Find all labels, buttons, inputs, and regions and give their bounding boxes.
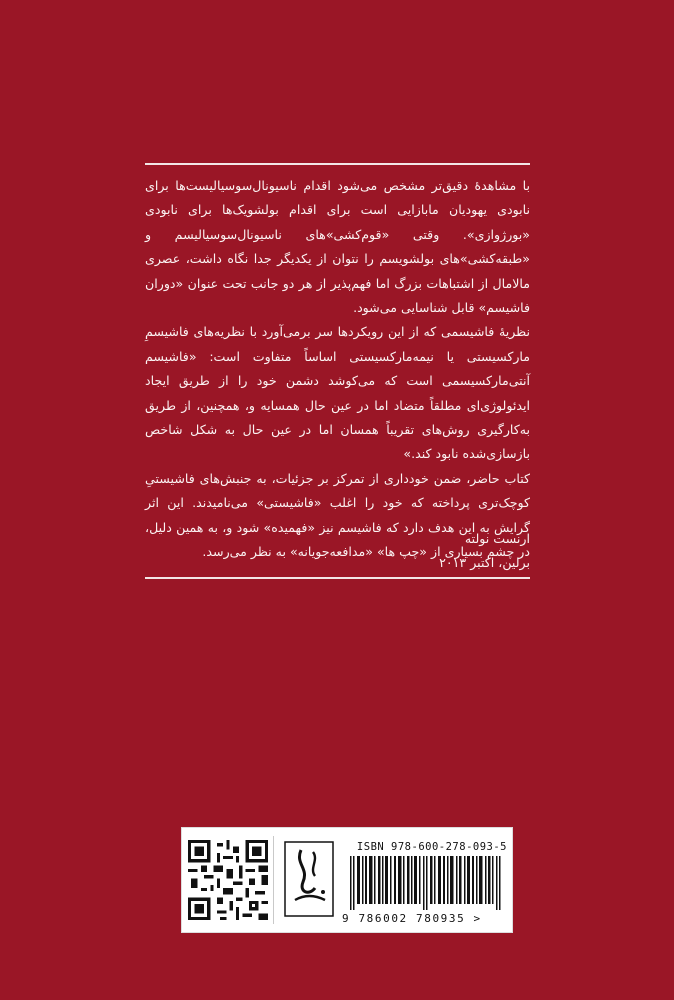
paragraph-2: نظریۀ فاشیسمی که از این رویکردها سر برمی‌آورد با نظریه‌های فاشیسمِ مارکسیستی یا نیمه‌مارکسیستی اساساً متفاوت است: «فاشیسم آنتی‌مارکسیسمی است که می‌کوشد دشمن خود را از طریق ایجاد ایدئولوژی‌ای مطلقاً متضاد اما در عین حال همسایه و، همچنین، از طریق به‌کارگیری روش‌های تقریباً همسان اما در عین حال به شکل شاخص بازسازی‌شده نابود کند.» [145,324,530,462]
place-date: برلین، اکتبر ۲۰۱۳ [439,555,530,570]
qr-code-icon [188,840,268,920]
isbn-digits: 9 786002 780935 > [342,912,482,925]
isbn-label: ISBN 978-600-278-093-5 [356,841,507,853]
top-divider [145,163,530,165]
panel-divider [273,836,274,924]
barcode-icon [350,856,502,910]
bottom-divider [145,577,530,579]
signature [145,527,530,575]
barcode-panel [181,827,513,933]
paragraph-1: با مشاهدۀ دقیق‌تر مشخص می‌شود اقدام ناسیونال‌سوسیالیست‌ها برای نابودی یهودیان مابازایی است برای اقدام بولشویک‌ها برای نابودی «بورژوازی». وقتی «قوم‌کشی»های ناسیونال‌سوسیالیسم و «طبقه‌کشی»های بولشویسم را نتوان از یکدیگر جدا نگاه داشت، عصری مالامال از اشتباهات بزرگ اما فهم‌پذیر از هر دو جانب تحت عنوان «دوران فاشیسم» قابل شناسایی می‌شود. [145,178,530,316]
publisher-logo-icon [279,838,339,920]
paragraph-3: کتاب حاضر، ضمن خودداری از تمرکز بر جزئیات، به جنبش‌های فاشیستیِ کوچک‌تری پرداخته که خود را اغلب «فاشیستی» می‌نامیدند. این اثر گرایش به این هدف دارد که فاشیسم نیز «فهمیده» شود و، به همین دلیل، در چشم بسیاری از «چپ ها» «مدافعه‌جویانه» به نظر می‌رسد. [145,470,530,560]
back-cover-text [145,174,530,565]
author-name: ارنست نولته [464,531,530,546]
